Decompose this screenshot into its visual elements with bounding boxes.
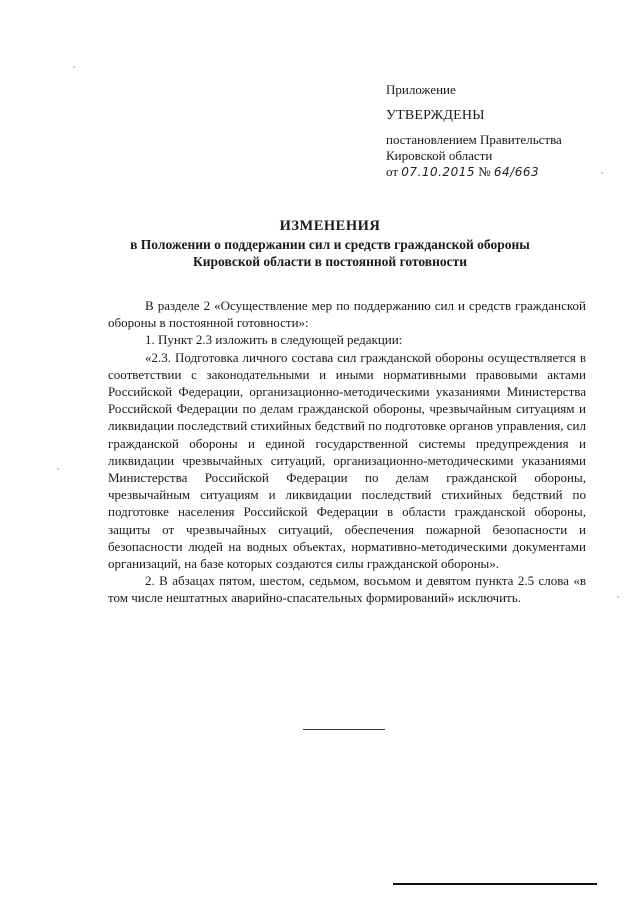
scan-speck [57,468,59,470]
title-heading: ИЗМЕНЕНИЯ [279,218,381,234]
bottom-rule [393,883,597,885]
document-title [80,218,580,270]
number-prefix: № [478,164,491,179]
handwritten-number: 64/663 [493,165,540,179]
item-2-paragraph: 2. В абзацах пятом, шестом, седьмом, восьмом и девятом пункта 2.5 слова «в том числе нештатных аварийно-спасательных формирований» исключить. [108,573,586,606]
approved-label: УТВЕРЖДЕНЫ [386,108,485,123]
scan-speck [617,596,619,598]
title-line-1: в Положении о поддержании сил и средств гражданской обороны [130,237,530,252]
intro-paragraph: В разделе 2 «Осуществление мер по поддержанию сил и средств гражданской обороны в постоянной готовности»: [108,298,586,331]
scan-speck [73,66,75,68]
date-prefix: от [386,164,399,179]
end-divider [303,729,385,730]
date-number-line [386,164,606,180]
item-1-paragraph: 1. Пункт 2.3 изложить в следующей редакции: [145,332,403,348]
issuer-line-2: Кировской области [386,148,493,163]
title-line-2: Кировской области в постоянной готовности [192,254,468,269]
document-body [108,297,586,607]
approval-block [386,82,606,180]
handwritten-date: 07.10.2015 [401,165,475,179]
scan-speck [601,172,603,174]
quoted-paragraph: «2.3. Подготовка личного состава сил гражданской обороны осуществляется в соответствии с законодательными и иными нормативными правовыми актами Российской Федерации, организационно-методическими указаниями Министерства Российской Федерации по делам гражданской обороны, чрезвычайным ситуациям и ликвидации последствий стихийных бедствий по подготовке органов управления, сил гражданской обороны и единой государственной системы предупреждения и ликвидации чрезвычайных ситуаций, организационно-методическими указаниями Министерства Российской Федерации по делам гражданской обороны, чрезвычайным ситуациям и ликвидации последствий стихийных бедствий по подготовке населения Российской Федерации в области гражданской обороны, защиты от чрезвычайных ситуаций, обеспечения пожарной безопасности и безопасности людей на водных объектах, нормативно-методическими документами организаций, на базе которых создаются силы гражданской обороны». [108,349,586,572]
appendix-label: Приложение [386,82,456,97]
issuer-line-1: постановлением Правительства [386,132,562,147]
